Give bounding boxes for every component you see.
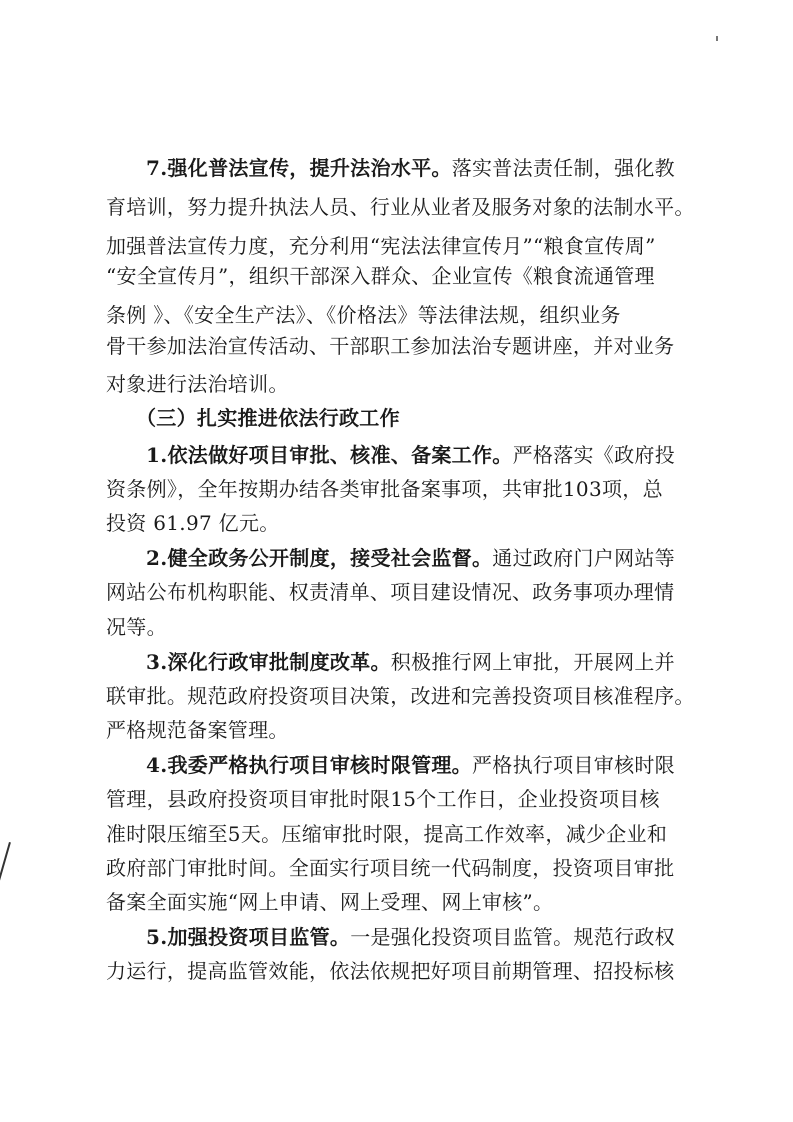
text-line	[0, 475, 686, 503]
scan-mark	[716, 36, 718, 41]
paragraph-text: 条例 》、《安全生产法》、《价格法》等法律法规，组织业务	[106, 303, 621, 327]
paragraph-heading: 7.强化普法宣传，提升法治水平。	[146, 156, 452, 180]
paragraph-text: 严格规范备案管理。	[106, 718, 289, 742]
paragraph-heading: 5.加强投资项目监管。	[146, 925, 351, 949]
paragraph-text: 加强普法宣传力度，充分利用“宪法法律宣传月”“粮食宣传周”	[106, 234, 656, 258]
text-line	[0, 154, 675, 182]
text-line	[0, 613, 686, 641]
paragraph-text: “安全宣传月”，组织干部深入群众、企业宣传《粮食流通管理	[106, 264, 655, 288]
text-line	[0, 404, 636, 432]
paragraph-text: 备案全面实施“网上申请、网上受理、网上审核”。	[106, 890, 554, 914]
paragraph-heading: 2.健全政务公开制度，接受社会监督。	[146, 546, 493, 570]
text-line	[0, 820, 686, 848]
text-line	[0, 854, 686, 882]
paragraph-text: 资条例》，全年按期办结各类审批备案事项，共审批103项，总	[106, 477, 663, 501]
paragraph-text: 严格执行项目审核时限	[471, 753, 675, 777]
section-heading: （三）扎实推进依法行政工作	[136, 406, 400, 430]
text-line	[0, 785, 686, 813]
paragraph-text: 准时限压缩至5天。压缩审批时限，提高工作效率，减少企业和	[106, 822, 668, 846]
text-line	[0, 578, 686, 606]
text-line	[0, 888, 686, 916]
text-line	[0, 648, 675, 676]
paragraph-heading: 1.依法做好项目审批、核准、备案工作。	[146, 443, 513, 467]
paragraph-text: 投资 61.97 亿元。	[106, 511, 280, 535]
paragraph-text: 政府部门审批时间。全面实行项目统一代码制度，投资项目审批	[106, 856, 675, 880]
paragraph-heading: 3.深化行政审批制度改革。	[146, 650, 391, 674]
paragraph-text: 网站公布机构职能、权责清单、项目建设情况、政务事项办理情	[106, 580, 675, 604]
paragraph-text: 严格落实《政府投	[512, 443, 675, 467]
paragraph-text: 积极推行网上审批，开展网上并	[390, 650, 675, 674]
text-line	[0, 751, 675, 779]
text-line	[0, 923, 675, 951]
paragraph-text: 管理，县政府投资项目审批时限15个工作日，企业投资项目核	[106, 787, 660, 811]
text-line	[0, 332, 686, 360]
paragraph-text: 况等。	[106, 615, 167, 639]
paragraph-text: 骨干参加法治宣传活动、干部职工参加法治专题讲座，并对业务	[106, 334, 675, 358]
text-line	[0, 716, 686, 744]
paragraph-heading: 4.我委严格执行项目审核时限管理。	[146, 753, 472, 777]
text-line	[0, 262, 686, 290]
text-line	[0, 193, 695, 221]
paragraph-text: 育培训，努力提升执法人员、行业从业者及服务对象的法制水平。	[106, 195, 695, 219]
paragraph-text: 对象进行法治培训。	[106, 372, 289, 396]
text-line	[0, 509, 686, 537]
text-line	[0, 370, 686, 398]
text-line	[0, 441, 675, 469]
paragraph-text: 一是强化投资项目监管。规范行政权	[350, 925, 675, 949]
text-line	[0, 682, 695, 710]
text-line	[0, 544, 675, 572]
paragraph-text: 通过政府门户网站等	[492, 546, 675, 570]
text-line	[0, 301, 686, 329]
text-line	[0, 957, 686, 985]
paragraph-text: 联审批。规范政府投资项目决策，改进和完善投资项目核准程序。	[106, 684, 695, 708]
paragraph-text: 落实普法责任制，强化教	[451, 156, 675, 180]
text-line	[0, 232, 686, 260]
paragraph-text: 力运行，提高监管效能，依法依规把好项目前期管理、招投标核	[106, 959, 675, 983]
